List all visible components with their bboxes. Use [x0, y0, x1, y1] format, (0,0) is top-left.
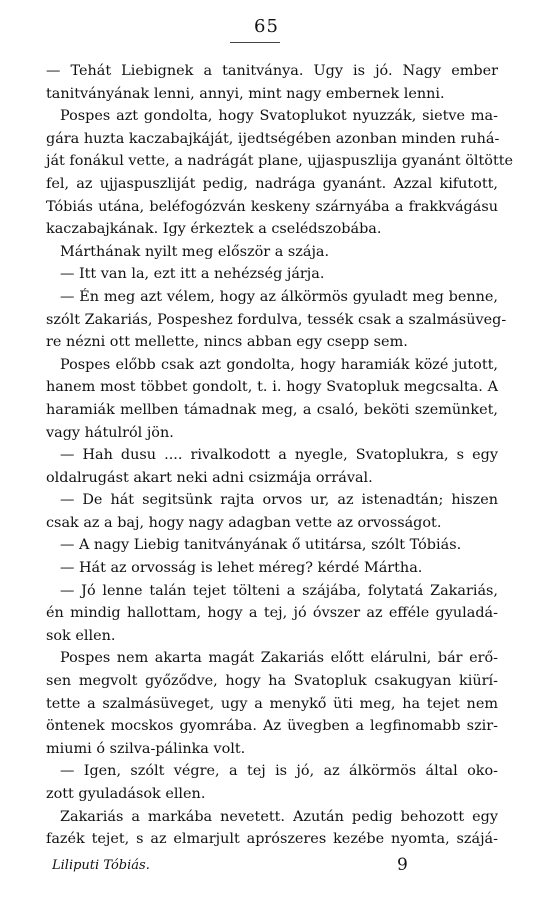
text-line: zott gyuladások ellen. — [46, 786, 206, 802]
text-line: én mindig hallottam, hogy a tej, jó óvszer az efféle gyuladá- — [46, 605, 498, 622]
text-line: Márthának nyilt meg először a szája. — [60, 243, 330, 260]
text-line: haramiák mellben támadnak meg, a csaló, beköti szemünket, — [46, 401, 498, 418]
text-line: — A nagy Liebig tanitványának ő utitársa, szólt Tóbiás. — [60, 537, 462, 554]
signature-mark: 9 — [397, 855, 408, 875]
text-line: oldalrugást akart neki adni csizmája orrával. — [46, 469, 373, 486]
text-line: — Itt van la, ezt itt a nehézség járja. — [60, 266, 325, 283]
text-line: sok ellen. — [46, 627, 116, 644]
text-line: ját fonákul vette, a nadrágát plane, ujjaspuszlija gyanánt öltötte — [46, 153, 514, 170]
text-line: vagy hátulról jön. — [46, 424, 174, 441]
text-line: szólt Zakariás, Pospeshez fordulva, tessék csak a szalmásüveg- — [46, 311, 507, 328]
text-line: sen megvolt győződve, hogy ha Svatopluk csakugyan kiürí- — [46, 673, 498, 690]
text-line: — De hát segitsünk rajta orvos ur, az istenadtán; hiszen — [60, 492, 498, 509]
text-line: — Tehát Liebignek a tanitványa. Ugy is jó. Nagy ember — [46, 63, 498, 79]
page-number: 65 — [254, 16, 279, 37]
text-line: fazék tejet, s az elmarjult aprószeres kezébe nyomta, szájá- — [46, 831, 498, 848]
text-line: tette a szalmásüveget, ugy a menykő üti meg, ha tejet nem — [46, 695, 498, 712]
text-line: miumi ó szilva-pálinka volt. — [46, 740, 246, 757]
text-line: kaczabajkának. Igy érkeztek a cselédszobába. — [46, 221, 382, 238]
text-line: — Én meg azt vélem, hogy az álkörmös gyuladt meg benne, — [60, 288, 498, 305]
text-line: Pospes nem akarta magát Zakariás előtt elárulni, bár erő- — [60, 650, 498, 667]
page-footer — [52, 855, 452, 875]
text-line: Tóbiás utána, beléfogózván keskeny szárnyába a frakkvágásu — [46, 198, 498, 215]
text-line: csak az a baj, hogy nagy adagban vette az orvosságot. — [46, 514, 442, 531]
text-line: — Igen, szólt végre, a tej is jó, az álkörmös által oko- — [60, 763, 498, 780]
text-line: Pospes előbb csak azt gondolta, hogy haramiák közé jutott, — [60, 356, 498, 373]
text-line: Pospes azt gondolta, hogy Svatoplukot nyuzzák, sietve ma- — [60, 108, 498, 125]
text-line: öntenek mocskos gyomrába. Az üvegben a legfinomabb szir- — [46, 718, 498, 735]
text-line: — Jó lenne talán tejet tölteni a szájába, folytatá Zakariás, — [60, 582, 498, 599]
text-line: Zakariás a markába nevetett. Azután pedig behozott egy — [60, 808, 498, 825]
header-rule — [230, 42, 280, 43]
text-line: gára huzta kaczabajkáját, ijedtségében azonban minden ruhá- — [46, 130, 500, 147]
text-line: — Hát az orvosság is lehet méreg? kérdé Mártha. — [60, 560, 423, 577]
page-body-text — [46, 60, 514, 851]
text-line: — Hah dusu .... rivalkodott a nyegle, Svatoplukra, s egy — [60, 447, 498, 464]
text-line: tanitványának lenni, annyi, mint nagy embernek lenni. — [46, 85, 445, 102]
text-line: fel, az ujjaspuszliját pedig, nadrága gyanánt. Azzal kifutott, — [46, 175, 498, 192]
text-line: re nézni ott mellette, nincs abban egy csepp sem. — [46, 334, 408, 351]
text-line: hanem most többet gondolt, t. i. hogy Svatopluk megcsalta. A — [46, 379, 498, 396]
footer-signature: Liliputi Tóbiás. — [52, 858, 150, 873]
